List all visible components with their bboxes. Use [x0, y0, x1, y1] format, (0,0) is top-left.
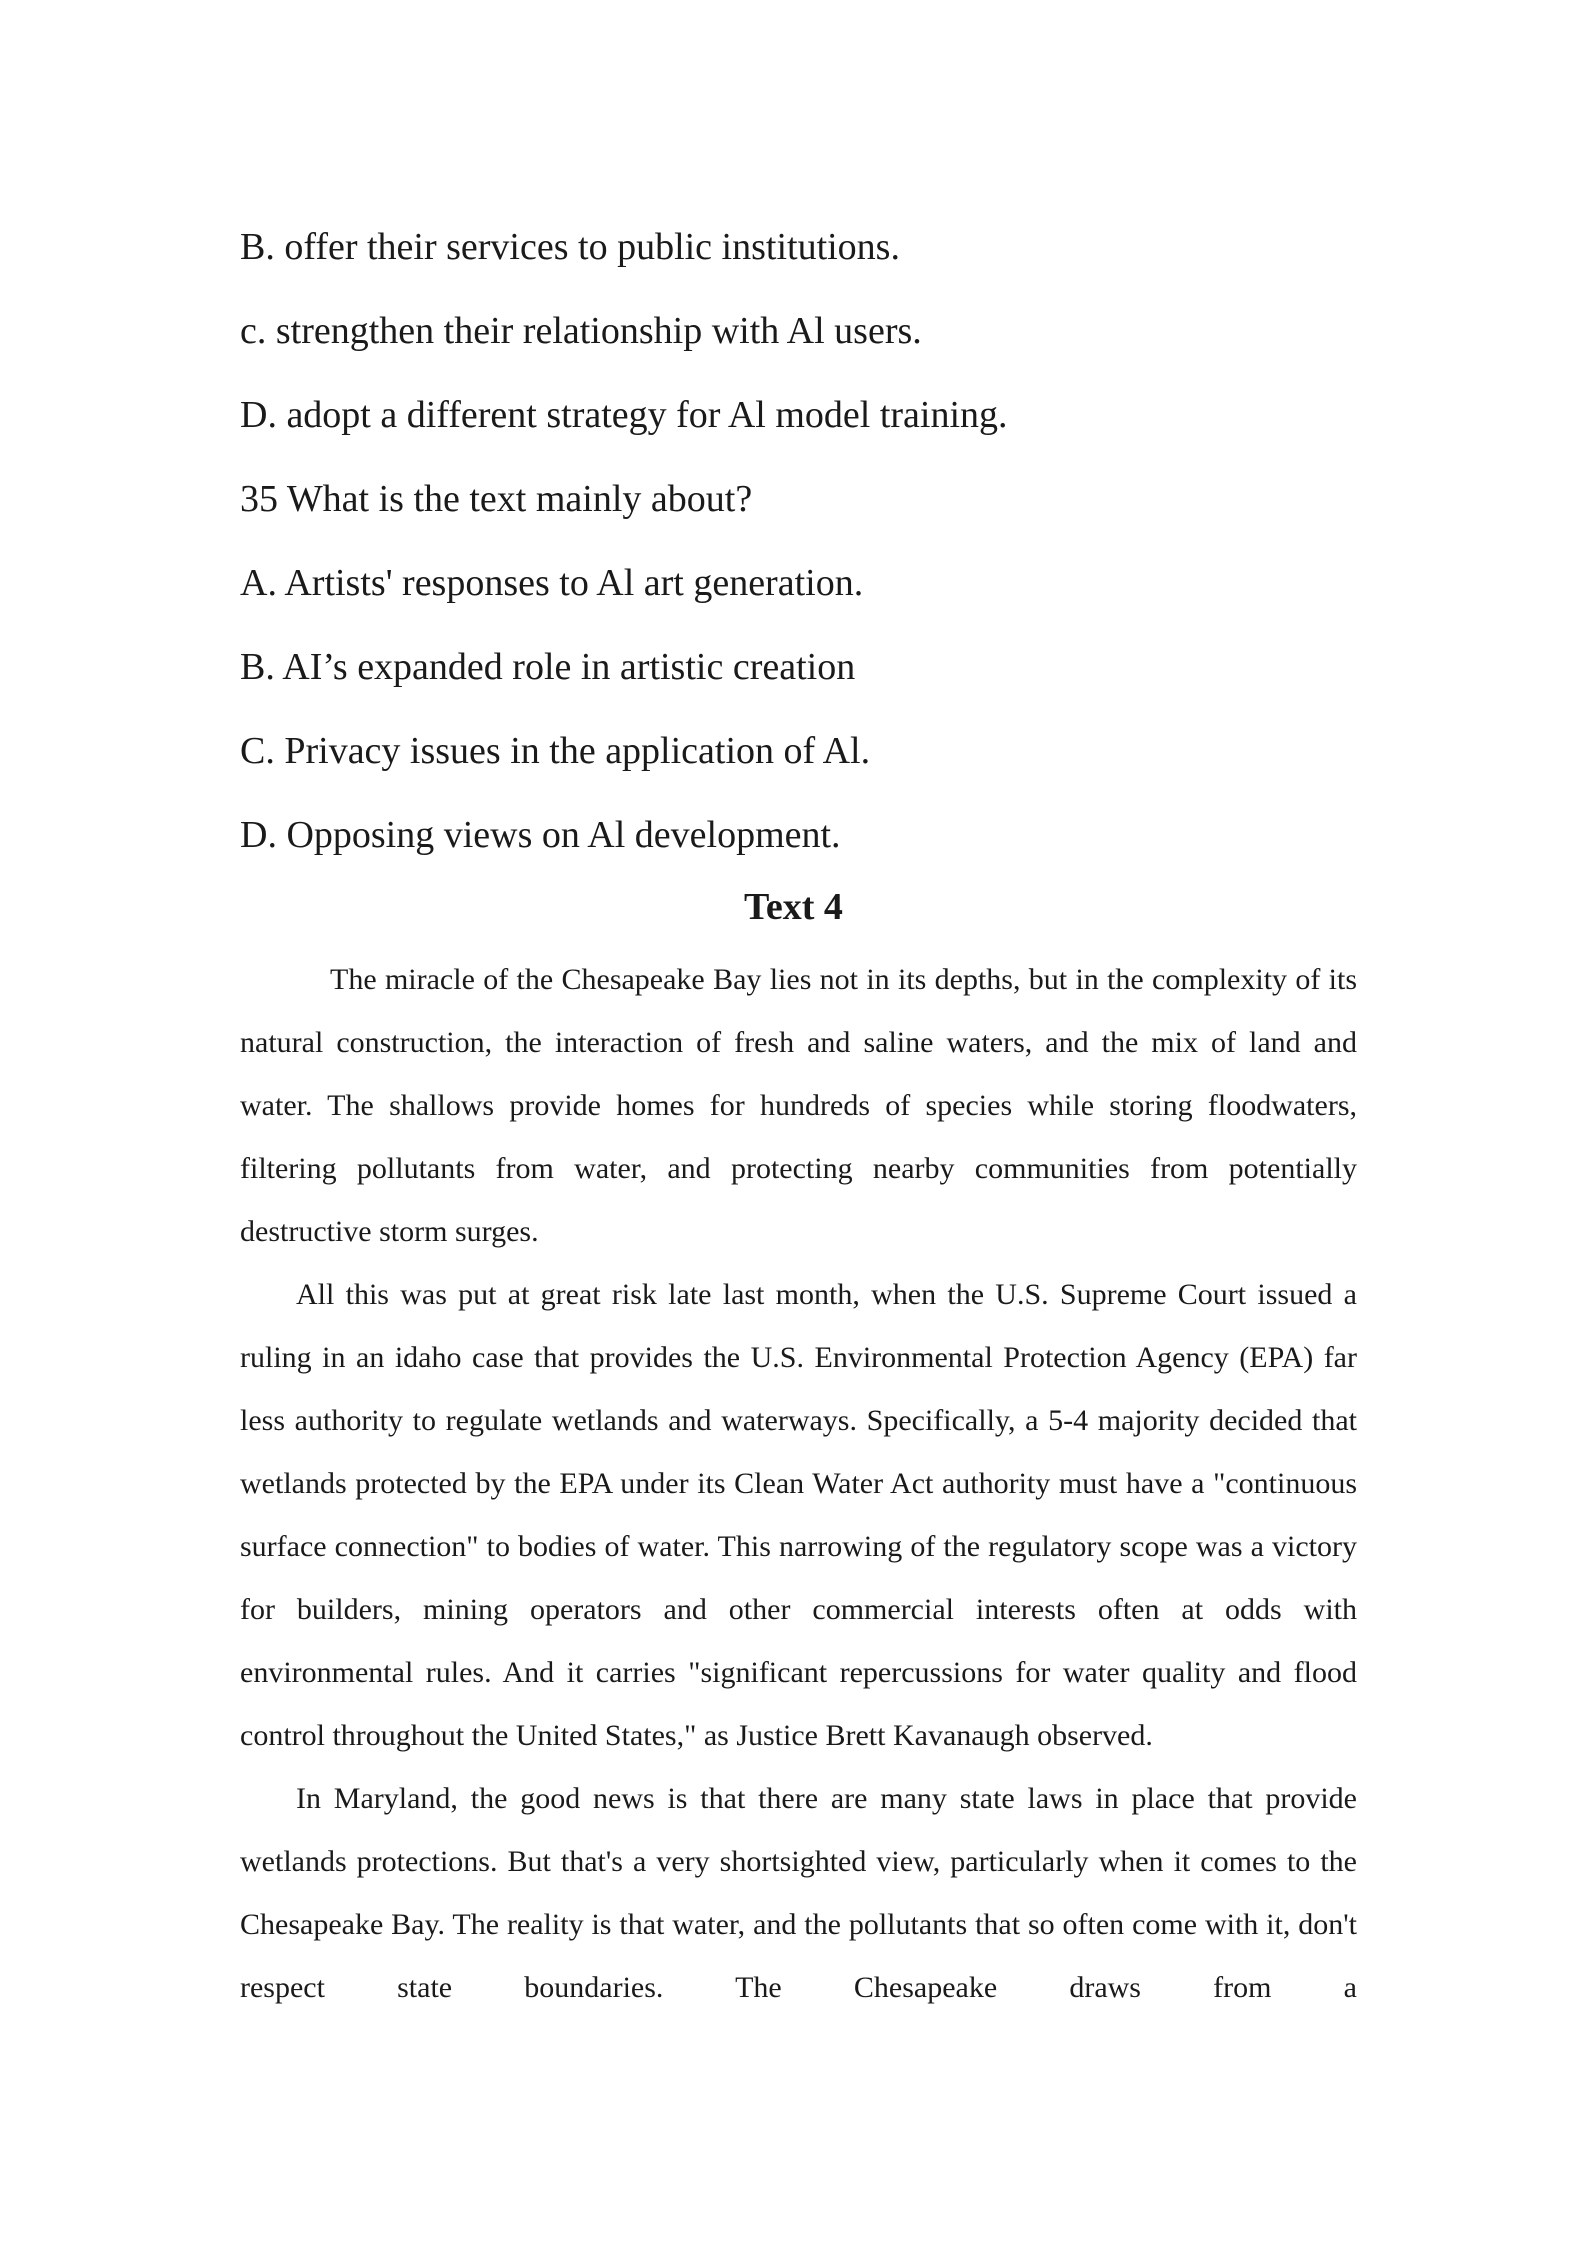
question-options: [240, 205, 1360, 877]
option-35-c: C. Privacy issues in the application of Al.: [240, 730, 871, 772]
option-35-a: A. Artists' responses to Al art generation.: [240, 562, 864, 604]
option-34-b: B. offer their services to public institutions.: [240, 226, 900, 268]
option-35-d: D. Opposing views on Al development.: [240, 814, 841, 856]
passage-body: [240, 948, 1357, 2019]
passage-paragraph-3: In Maryland, the good news is that there are many state laws in place that provide wetlands protections. But that's a very shortsighted view, particularly when it comes to the Chesapeake Bay. The reality is that water, and the pollutants that so often come with it, don't respect state boundaries. The Chesapeake draws from a: [240, 1782, 1357, 2004]
passage-paragraph-2: All this was put at great risk late last month, when the U.S. Supreme Court issued a ruling in an idaho case that provides the U.S. Environmental Protection Agency (EPA) far less authority to regulate wetlands and waterways. Specifically, a 5-4 majority decided that wetlands protected by the EPA under its Clean Water Act authority must have a "continuous surface connection" to bodies of water. This narrowing of the regulatory scope was a victory for builders, mining operators and other commercial interests often at odds with environmental rules. And it carries "significant repercussions for water quality and flood control throughout the United States," as Justice Brett Kavanaugh observed.: [240, 1278, 1357, 1752]
passage-paragraph-1: The miracle of the Chesapeake Bay lies not in its depths, but in the complexity of its natural construction, the interaction of fresh and saline waters, and the mix of land and water. The shallows provide homes for hundreds of species while storing floodwaters, filtering pollutants from water, and protecting nearby communities from potentially destructive storm surges.: [240, 963, 1357, 1248]
question-35-stem: 35 What is the text mainly about?: [240, 478, 753, 520]
option-34-d: D. adopt a different strategy for Al model training.: [240, 394, 1008, 436]
option-34-c: c. strengthen their relationship with Al users.: [240, 310, 922, 352]
option-35-b: B. AI’s expanded role in artistic creation: [240, 646, 856, 688]
section-title: Text 4: [744, 886, 843, 928]
